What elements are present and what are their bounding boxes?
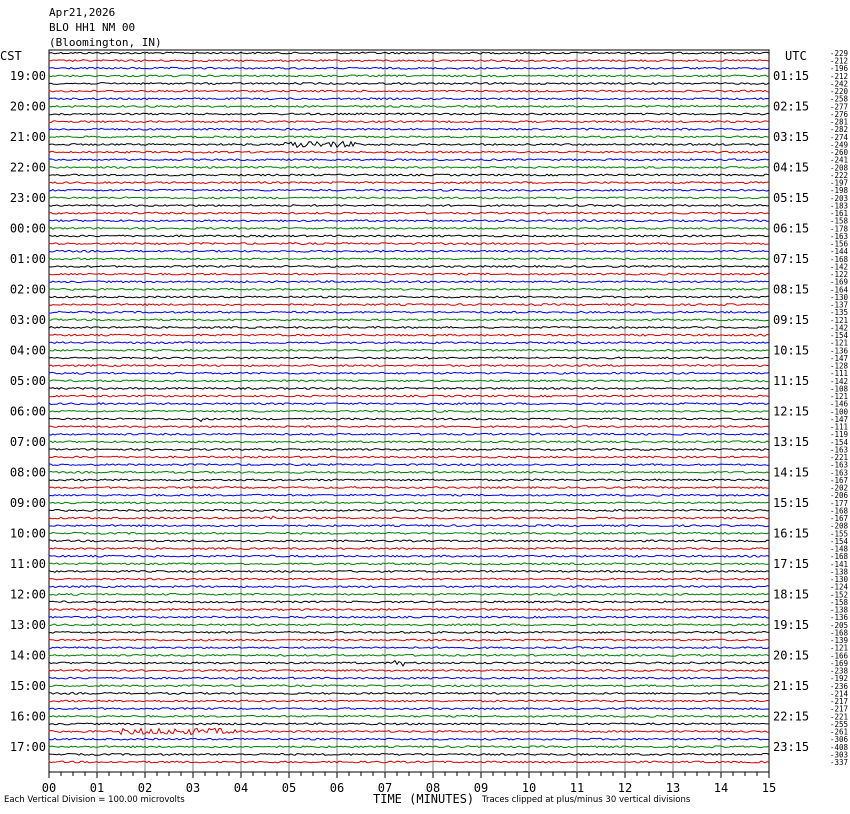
- x-tick-label: 06: [329, 781, 345, 795]
- x-tick-label: 01: [89, 781, 105, 795]
- trace-line: [49, 540, 769, 542]
- trace-line: [49, 243, 769, 245]
- trace-line: [49, 632, 769, 634]
- trace-offset-label: -166: [829, 651, 848, 661]
- trace-offset-label: -167: [829, 475, 848, 485]
- cst-axis-title: CST: [0, 49, 22, 63]
- utc-hour-label: 18:15: [773, 587, 810, 602]
- trace-line: [49, 327, 769, 329]
- trace-offset-label: -236: [829, 681, 848, 691]
- trace-offset-label: -121: [829, 392, 848, 402]
- trace-offset-label: -281: [829, 117, 848, 127]
- trace-offset-label: -198: [829, 186, 848, 196]
- trace-offset-label: -192: [829, 674, 848, 684]
- trace-offset-label: -222: [829, 170, 848, 180]
- trace-line: [49, 266, 769, 268]
- trace-line: [49, 471, 769, 473]
- trace-line: [49, 142, 769, 148]
- x-axis-label: TIME (MINUTES): [373, 792, 475, 806]
- trace-line: [49, 609, 769, 611]
- utc-hour-label: 22:15: [773, 709, 810, 724]
- trace-offset-label: -154: [829, 536, 848, 546]
- trace-offset-label: -202: [829, 483, 848, 493]
- trace-line: [49, 479, 769, 481]
- trace-offset-label: -152: [829, 590, 848, 600]
- trace-offset-label: -167: [829, 514, 848, 524]
- x-tick-label: 02: [137, 781, 153, 795]
- trace-line: [49, 250, 769, 252]
- trace-line: [49, 449, 769, 451]
- trace-offset-label: -136: [829, 613, 848, 623]
- x-tick-label: 14: [713, 781, 729, 795]
- header-date: Apr21,2026: [49, 6, 116, 19]
- trace-line: [49, 456, 769, 458]
- cst-hour-label: 06:00: [9, 404, 46, 419]
- trace-offset-label: -142: [829, 376, 848, 386]
- trace-line: [49, 700, 769, 702]
- cst-hour-label: 02:00: [9, 282, 46, 297]
- trace-offset-label: -212: [829, 71, 848, 81]
- trace-offset-label: -261: [829, 727, 848, 737]
- trace-line: [49, 357, 769, 359]
- x-tick-label: 12: [617, 781, 633, 795]
- trace-line: [49, 563, 769, 565]
- cst-hour-label: 09:00: [9, 495, 46, 510]
- trace-offset-label: -111: [829, 422, 848, 432]
- trace-line: [49, 708, 769, 710]
- trace-offset-label: -164: [829, 285, 848, 295]
- trace-line: [49, 296, 769, 298]
- x-tick-label: 15: [761, 781, 777, 795]
- utc-hour-label: 12:15: [773, 404, 810, 419]
- trace-offset-label: -168: [829, 552, 848, 562]
- trace-line: [49, 136, 769, 138]
- trace-offset-label: -177: [829, 498, 848, 508]
- trace-offset-label: -119: [829, 430, 848, 440]
- trace-offset-label: -303: [829, 750, 848, 760]
- trace-line: [49, 319, 769, 321]
- trace-offset-label: -260: [829, 148, 848, 158]
- trace-line: [49, 334, 769, 336]
- utc-hour-label: 08:15: [773, 282, 810, 297]
- trace-offset-label: -141: [829, 559, 848, 569]
- trace-offset-label: -128: [829, 361, 848, 371]
- trace-offset-label: -122: [829, 270, 848, 280]
- trace-line: [49, 494, 769, 496]
- trace-line: [49, 510, 769, 512]
- trace-offset-label: -205: [829, 620, 848, 630]
- trace-offset-label: -130: [829, 575, 848, 585]
- trace-line: [49, 715, 769, 717]
- trace-offset-label: -124: [829, 582, 848, 592]
- trace-line: [49, 388, 769, 390]
- trace-offset-label: -146: [829, 399, 848, 409]
- utc-hour-label: 21:15: [773, 678, 810, 693]
- trace-offset-label: -282: [829, 125, 848, 135]
- cst-hour-label: 15:00: [9, 678, 46, 693]
- trace-line: [49, 516, 769, 519]
- trace-offset-label: -135: [829, 308, 848, 318]
- trace-line: [49, 106, 769, 108]
- x-tick-label: 09: [473, 781, 489, 795]
- trace-offset-label: -183: [829, 201, 848, 211]
- trace-line: [49, 75, 769, 77]
- trace-line: [49, 113, 769, 115]
- trace-line: [49, 403, 769, 405]
- utc-axis-title: UTC: [785, 49, 807, 63]
- trace-offset-label: -136: [829, 346, 848, 356]
- trace-offset-label: -208: [829, 163, 848, 173]
- trace-line: [49, 288, 769, 290]
- trace-offset-label: -156: [829, 239, 848, 249]
- trace-line: [49, 433, 769, 435]
- trace-offset-label: -148: [829, 544, 848, 554]
- cst-hour-label: 10:00: [9, 526, 46, 541]
- trace-offset-label: -121: [829, 315, 848, 325]
- trace-line: [49, 189, 769, 191]
- trace-line: [49, 624, 769, 626]
- trace-line: [49, 52, 769, 54]
- trace-offset-label: -242: [829, 79, 848, 89]
- trace-line: [49, 426, 769, 428]
- trace-line: [49, 693, 769, 695]
- trace-line: [49, 174, 769, 176]
- trace-offset-label: -100: [829, 407, 848, 417]
- x-tick-label: 00: [41, 781, 57, 795]
- trace-offset-label: -241: [829, 155, 848, 165]
- trace-offset-label: -217: [829, 704, 848, 714]
- header-location: (Bloomington, IN): [49, 36, 162, 49]
- trace-line: [49, 661, 769, 666]
- trace-line: [49, 98, 769, 100]
- trace-line: [49, 601, 769, 603]
- trace-line: [49, 754, 769, 756]
- utc-hour-label: 13:15: [773, 434, 810, 449]
- trace-line: [49, 151, 769, 153]
- x-tick-label: 03: [185, 781, 201, 795]
- trace-offset-label: -196: [829, 64, 848, 74]
- trace-line: [49, 167, 769, 169]
- trace-offset-label: -208: [829, 521, 848, 531]
- trace-line: [49, 311, 769, 313]
- trace-offset-label: -163: [829, 231, 848, 241]
- trace-offset-label: -168: [829, 254, 848, 264]
- trace-offset-label: -249: [829, 140, 848, 150]
- trace-offset-label: -212: [829, 56, 848, 66]
- trace-line: [49, 273, 769, 275]
- x-tick-label: 04: [233, 781, 249, 795]
- cst-hour-label: 00:00: [9, 221, 46, 236]
- utc-hour-label: 06:15: [773, 221, 810, 236]
- trace-offset-label: -147: [829, 353, 848, 363]
- cst-hour-label: 01:00: [9, 251, 46, 266]
- cst-hour-label: 05:00: [9, 373, 46, 388]
- trace-offset-label: -203: [829, 193, 848, 203]
- trace-line: [49, 128, 769, 130]
- clip-note: Traces clipped at plus/minus 30 vertical divisions: [482, 795, 691, 805]
- trace-line: [49, 258, 769, 260]
- trace-offset-label: -306: [829, 735, 848, 745]
- utc-hour-label: 17:15: [773, 556, 810, 571]
- trace-offset-label: -238: [829, 666, 848, 676]
- trace-line: [49, 548, 769, 550]
- trace-offset-label: -337: [829, 758, 848, 767]
- utc-hour-label: 14:15: [773, 465, 810, 480]
- trace-offset-label: -121: [829, 338, 848, 348]
- trace-line: [49, 685, 769, 687]
- trace-line: [49, 349, 769, 351]
- trace-offset-label: -108: [829, 384, 848, 394]
- utc-hour-label: 02:15: [773, 99, 810, 114]
- trace-offset-label: -130: [829, 292, 848, 302]
- trace-offset-label: -214: [829, 689, 848, 699]
- trace-offset-label: -276: [829, 109, 848, 119]
- trace-line: [49, 212, 769, 214]
- x-tick-label: 11: [569, 781, 585, 795]
- trace-offset-label: -217: [829, 697, 848, 707]
- trace-line: [49, 121, 769, 123]
- trace-line: [49, 365, 769, 367]
- trace-line: [49, 677, 769, 679]
- utc-hour-label: 05:15: [773, 190, 810, 205]
- utc-hour-label: 20:15: [773, 648, 810, 663]
- trace-offset-label: -206: [829, 491, 848, 501]
- header-station: BLO HH1 NM 00: [49, 21, 136, 34]
- trace-line: [49, 372, 769, 374]
- trace-offset-label: -258: [829, 94, 848, 104]
- trace-line: [49, 90, 769, 92]
- utc-hour-label: 11:15: [773, 373, 810, 388]
- trace-line: [49, 395, 769, 397]
- trace-line: [49, 647, 769, 649]
- trace-line: [49, 281, 769, 283]
- cst-hour-label: 08:00: [9, 465, 46, 480]
- trace-offset-label: -161: [829, 209, 848, 219]
- vertical-division-note: Each Vertical Division = 100.00 microvolts: [4, 795, 185, 805]
- utc-hour-label: 03:15: [773, 129, 810, 144]
- cst-hour-label: 13:00: [9, 617, 46, 632]
- cst-hour-label: 22:00: [9, 160, 46, 175]
- trace-offset-label: -163: [829, 445, 848, 455]
- trace-line: [49, 67, 769, 69]
- trace-offset-label: -139: [829, 636, 848, 646]
- trace-line: [49, 578, 769, 580]
- trace-line: [49, 761, 769, 763]
- trace-line: [49, 182, 769, 184]
- trace-offset-label: -229: [829, 49, 848, 58]
- trace-offset-label: -137: [829, 300, 848, 310]
- trace-line: [49, 220, 769, 222]
- cst-hour-label: 14:00: [9, 648, 46, 663]
- trace-offset-label: -221: [829, 453, 848, 463]
- trace-offset-label: -111: [829, 369, 848, 379]
- cst-hour-label: 07:00: [9, 434, 46, 449]
- trace-line: [49, 723, 769, 725]
- trace-offset-label: -178: [829, 224, 848, 234]
- trace-line: [49, 555, 769, 557]
- cst-hour-label: 03:00: [9, 312, 46, 327]
- trace-line: [49, 593, 769, 595]
- trace-offset-label: -142: [829, 323, 848, 333]
- trace-line: [49, 83, 769, 85]
- trace-offset-label: -168: [829, 628, 848, 638]
- utc-hour-label: 07:15: [773, 251, 810, 266]
- cst-hour-label: 23:00: [9, 190, 46, 205]
- trace-line: [49, 738, 769, 740]
- cst-hour-label: 04:00: [9, 343, 46, 358]
- trace-offset-label: -168: [829, 506, 848, 516]
- trace-line: [49, 410, 769, 412]
- trace-offset-label: -158: [829, 216, 848, 226]
- trace-line: [49, 746, 769, 748]
- trace-line: [49, 418, 769, 421]
- utc-hour-label: 04:15: [773, 160, 810, 175]
- utc-hour-label: 19:15: [773, 617, 810, 632]
- trace-line: [49, 205, 769, 207]
- trace-offset-label: -197: [829, 178, 848, 188]
- utc-hour-label: 16:15: [773, 526, 810, 541]
- trace-line: [49, 728, 769, 734]
- cst-hour-label: 16:00: [9, 709, 46, 724]
- trace-offset-label: -158: [829, 597, 848, 607]
- utc-hour-label: 15:15: [773, 495, 810, 510]
- trace-line: [49, 227, 769, 229]
- utc-hour-label: 23:15: [773, 739, 810, 754]
- trace-line: [49, 197, 769, 199]
- x-tick-label: 10: [521, 781, 537, 795]
- trace-line: [49, 464, 769, 466]
- utc-hour-label: 09:15: [773, 312, 810, 327]
- cst-hour-label: 19:00: [9, 68, 46, 83]
- trace-line: [49, 532, 769, 534]
- trace-line: [49, 60, 769, 62]
- trace-line: [49, 441, 769, 443]
- utc-hour-label: 10:15: [773, 343, 810, 358]
- trace-offset-label: -163: [829, 468, 848, 478]
- cst-hour-label: 21:00: [9, 129, 46, 144]
- trace-line: [49, 380, 769, 382]
- trace-line: [49, 616, 769, 618]
- cst-hour-label: 11:00: [9, 556, 46, 571]
- trace-offset-label: -221: [829, 712, 848, 722]
- trace-offset-label: -274: [829, 132, 848, 142]
- trace-offset-label: -255: [829, 719, 848, 729]
- x-tick-label: 13: [665, 781, 681, 795]
- trace-offset-label: -163: [829, 460, 848, 470]
- trace-line: [49, 502, 769, 504]
- trace-line: [49, 639, 769, 641]
- trace-offset-label: -138: [829, 567, 848, 577]
- trace-line: [49, 571, 769, 573]
- trace-offset-label: -155: [829, 529, 848, 539]
- trace-offset-label: -408: [829, 742, 848, 752]
- x-tick-label: 08: [425, 781, 441, 795]
- trace-line: [49, 159, 769, 161]
- trace-offset-label: -169: [829, 658, 848, 668]
- trace-line: [49, 235, 769, 237]
- trace-offset-label: -142: [829, 262, 848, 272]
- trace-line: [49, 525, 769, 527]
- trace-offset-label: -169: [829, 277, 848, 287]
- trace-line: [49, 487, 769, 489]
- trace-offset-label: -154: [829, 437, 848, 447]
- cst-hour-label: 12:00: [9, 587, 46, 602]
- trace-offset-label: -154: [829, 331, 848, 341]
- x-tick-label: 05: [281, 781, 297, 795]
- trace-line: [49, 670, 769, 672]
- cst-hour-label: 20:00: [9, 99, 46, 114]
- trace-offset-label: -220: [829, 87, 848, 97]
- trace-line: [49, 586, 769, 588]
- x-tick-label: 07: [377, 781, 393, 795]
- cst-hour-label: 17:00: [9, 739, 46, 754]
- trace-offset-label: -121: [829, 643, 848, 653]
- utc-hour-label: 01:15: [773, 68, 810, 83]
- trace-offset-label: -138: [829, 605, 848, 615]
- trace-line: [49, 304, 769, 306]
- trace-line: [49, 342, 769, 344]
- trace-offset-label: -144: [829, 247, 848, 257]
- trace-line: [49, 654, 769, 656]
- trace-offset-label: -147: [829, 414, 848, 424]
- trace-offset-label: -277: [829, 102, 848, 112]
